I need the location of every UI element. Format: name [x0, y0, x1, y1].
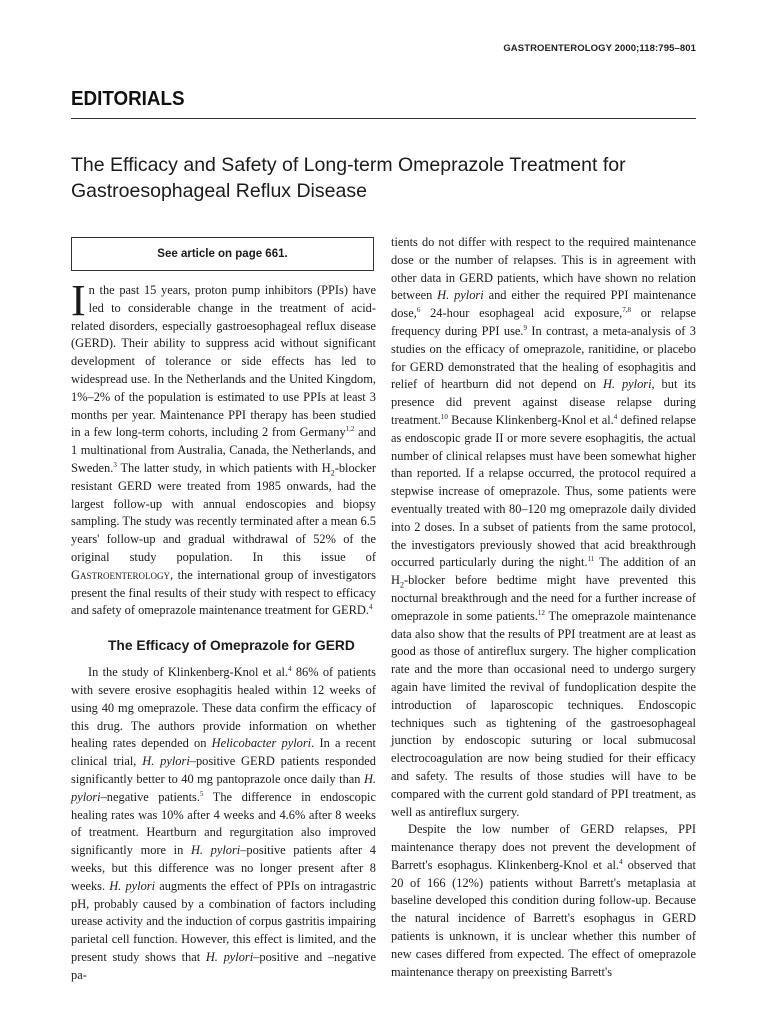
title-rule: [71, 118, 696, 119]
barrett-paragraph: Despite the low number of GERD relapses, PPI maintenance therapy does not prevent the development of Barrett's esophagus. Klinkenberg-Knol et al.$^4$ observed that 20 of 166 (12%) patients without Barrett's metaplasia at baseline developed this condition during follow-up. Because the natural incidence of Barrett's esophagus in GERD patients is unknown, it is unclear whether this number of new cases differed from expected. The effect of omeprazole maintenance therapy on preexisting Barrett's: [391, 822, 696, 979]
see-article-box[interactable]: [71, 237, 374, 271]
drop-cap: I: [71, 276, 86, 325]
see-article-label: See article on page 661.: [157, 248, 288, 260]
article-title: The Efficacy and Safety of Long-term Omeprazole Treatment for Gastroesophageal Reflux Disease: [71, 154, 626, 202]
section-title: EDITORIALS: [71, 88, 185, 110]
intro-paragraph: In the past 15 years, proton pump inhibitors (PPIs) have led to considerable change in the treatment of acid-related disorders, especially gastroesophageal reflux disease (GERD). Their ability to suppress acid without significant development of tolerance or side effects has led to widespread use. In the Netherlands and the United Kingdom, 1%–2% of the population is estimated to use PPIs at least 3 months per year. Maintenance PPI therapy has been studied in a few long-term cohorts, including 2 from Germany$^{1,2}$ and 1 multinational from Australia, Canada, the Netherlands, and Sweden.$^3$ The latter study, in which patients with $H_2$-blocker resistant GERD were treated from 1985 onwards, had the largest follow-up with annual endoscopies and biopsy sampling. The study was recently terminated after a mean 6.5 years' follow-up and gradual withdrawal of 52% of the original study population. In this issue of Gastroenterology, the international group of investigators present the final results of their study with respect to efficacy and safety of omeprazole maintenance treatment for GERD.$^4$: [71, 276, 376, 618]
continued-paragraph: tients do not differ with respect to the required maintenance dose or the number of relapses. This is in agreement with other data in GERD patients, which have shown no relation between H. pylori and either the required PPI maintenance dose,$^6$ 24-hour esophageal acid exposure,$^{7,8}$ or relapse frequency during PPI use.$^9$ In contrast, a meta-analysis of 3 studies on the efficacy of omeprazole, ranitidine, or placebo for GERD demonstrated that the healing of esophagitis and relief of heartburn did not depend on H. pylori, but its presence did prevent against disease relapse during treatment.$^{10}$ Because Klinkenberg-Knol et al.$^4$ defined relapse as endoscopic grade II or more severe esophagitis, the actual number of clinical relapses must have been somewhat higher than reported. If a relapse occurred, the protocol required a stepwise increase of omeprazole. Thus, some patients were eventually treated with 80–120 mg omeprazole daily divided into 2 doses. In a subset of patients from the same protocol, the investigators previously showed that acid breakthrough occurred particularly during the night.$^{11}$ The addition of an $H_2$-blocker before bedtime might have prevented this nocturnal breakthrough and the need for a further increase of omeprazole in some patients.$^{12}$ The omeprazole maintenance data also show that the results of PPI treatment are at least as good as those of antireflux surgery. The higher complication rate and the more than occasional need to undergo surgery again have limited the revival of fundoplication despite the introduction of laparoscopic techniques. Endoscopic techniques such as tightening of the gastroesophageal junction by endoscopic suturing or local submucosal electrocoagulation are now being studied for their efficacy and safety. The results of those studies will have to be compared with the current gold standard of PPI treatment, as well as antireflux surgery.: [391, 235, 697, 819]
right-column: [391, 234, 696, 981]
efficacy-paragraph: In the study of Klinkenberg-Knol et al.$^4$ 86% of patients with severe erosive esophagitis healed within 12 weeks of using 40 mg omeprazole. These data confirm the efficacy of this drug. The authors provide information on whether healing rates depended on Helicobacter pylori. In a recent clinical trial, H. pylori–positive GERD patients responded significantly better to 40 mg pantoprazole once daily than H. pylori–negative patients.$^5$ The difference in endoscopic healing rates was 10% after 4 weeks and 4.6% after 8 weeks of treatment. Heartburn and regurgitation also improved significantly more in H. pylori–positive patients after 4 weeks, but this difference was no longer present after 8 weeks. H. pylori augments the effect of PPIs on intragastric pH, probably caused by a combination of factors including urease activity and the induction of corpus gastritis impairing parietal cell function. However, this effect is limited, and the present study shows that H. pylori–positive and –negative pa-: [71, 665, 376, 982]
journal-reference: GASTROENTEROLOGY 2000;118:795–801: [503, 43, 696, 54]
subheading: The Efficacy of Omeprazole for GERD: [108, 638, 355, 654]
left-column: [71, 276, 376, 984]
